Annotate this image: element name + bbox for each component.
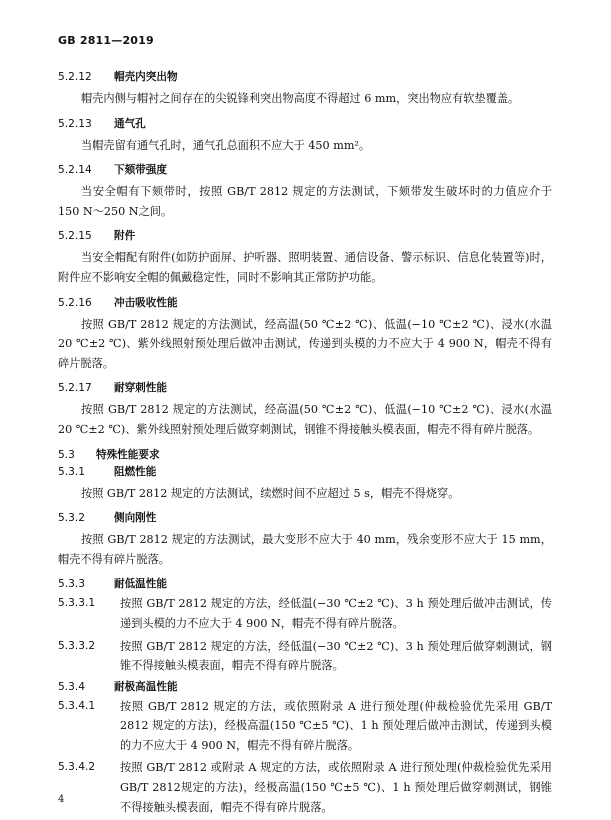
document-body bbox=[58, 69, 552, 820]
section-number: 5.3 bbox=[58, 448, 75, 461]
section-number: 5.2.12 bbox=[58, 71, 92, 83]
section-number: 5.2.13 bbox=[58, 117, 92, 130]
paragraph: 当安全帽配有附件(如防护面屏、护听器、照明装置、通信设备、警示标识、信息化装置等)时，附件应不影响安全帽的佩戴稳定性，同时不影响其正常防护功能。 bbox=[58, 251, 552, 284]
section-title: 帽壳内突出物 bbox=[114, 71, 178, 83]
section-number: 5.2.15 bbox=[58, 230, 92, 243]
section-title: 耐穿刺性能 bbox=[114, 382, 167, 395]
numbered-clause bbox=[58, 594, 552, 633]
section-heading bbox=[58, 162, 552, 179]
clause-text: 按照 GB/T 2812 规定的方法，或依照附录 A 进行预处理(仲裁检验优先采用 GB/T 2812 规定的方法)，经极高温(150 ℃±5 ℃)、1 h 预处理后做冲击测试，传递到头模的力不应大于 4 900 N，帽壳不得有碎片脱落。 bbox=[120, 699, 552, 752]
section-heading bbox=[58, 69, 552, 86]
paragraph: 按照 GB/T 2812 规定的方法测试，经高温(50 ℃±2 ℃)、低温(−10 ℃±2 ℃)、浸水(水温20 ℃±2 ℃)、紫外线照射预处理后做冲击测试，传递到头模的力不应大于 4 900 N，帽壳不得有碎片脱落。 bbox=[58, 317, 552, 370]
section-heading bbox=[58, 228, 552, 245]
section-title: 耐极高温性能 bbox=[114, 680, 178, 693]
section-title: 附件 bbox=[114, 230, 136, 243]
paragraph: 当安全帽有下颏带时，按照 GB/T 2812 规定的方法测试，下颏带发生破坏时的力值应介于 150 N～250 N之间。 bbox=[58, 185, 552, 218]
page-number: 4 bbox=[58, 794, 65, 805]
section-title: 冲击吸收性能 bbox=[114, 296, 178, 309]
section-title: 下颏带强度 bbox=[114, 164, 167, 177]
section-title: 耐低温性能 bbox=[114, 578, 167, 591]
paragraph: 帽壳内侧与帽衬之间存在的尖锐锋利突出物高度不得超过 6 mm，突出物应有软垫覆盖。 bbox=[81, 92, 520, 105]
numbered-clause bbox=[58, 697, 552, 756]
section-number: 5.3.2 bbox=[58, 512, 85, 525]
section-title: 侧向刚性 bbox=[114, 512, 157, 525]
clause-text: 按照 GB/T 2812 规定的方法，经低温(−30 ℃±2 ℃)、3 h 预处理后做冲击测试，传递到头模的力不应大于 4 900 N，帽壳不得有碎片脱落。 bbox=[120, 597, 552, 630]
numbered-clause bbox=[58, 637, 552, 676]
clause-number: 5.3.4.1 bbox=[58, 699, 96, 712]
paragraph: 当帽壳留有通气孔时，通气孔总面积不应大于 450 mm²。 bbox=[81, 138, 371, 152]
section-number: 5.3.3 bbox=[58, 578, 85, 591]
section-number: 5.2.14 bbox=[58, 164, 92, 177]
section-number: 5.2.16 bbox=[58, 296, 92, 309]
section-number: 5.3.4 bbox=[58, 680, 85, 693]
section-heading bbox=[58, 116, 552, 133]
clause-number: 5.3.3.2 bbox=[58, 639, 96, 652]
section-heading bbox=[58, 576, 552, 593]
paragraph: 按照 GB/T 2812 规定的方法测试，经高温(50 ℃±2 ℃)、低温(−10 ℃±2 ℃)、浸水(水温20 ℃±2 ℃)、紫外线照射预处理后做穿刺测试，钢锥不得接触头模表面，帽壳不得有碎片脱落。 bbox=[58, 403, 552, 436]
section-number: 5.2.17 bbox=[58, 382, 92, 395]
clause-number: 5.3.4.2 bbox=[58, 761, 96, 774]
section-heading bbox=[58, 679, 552, 696]
section-heading bbox=[58, 380, 552, 397]
section-title: 特殊性能要求 bbox=[96, 448, 160, 461]
section-heading bbox=[58, 510, 552, 527]
section-heading bbox=[58, 464, 552, 481]
section-heading bbox=[58, 447, 552, 464]
section-heading bbox=[58, 295, 552, 312]
section-number: 5.3.1 bbox=[58, 465, 85, 478]
standard-code: GB 2811—2019 bbox=[58, 34, 154, 47]
paragraph: 按照 GB/T 2812 规定的方法测试，最大变形不应大于 40 mm，残余变形不应大于 15 mm，帽壳不得有碎片脱落。 bbox=[58, 533, 552, 566]
clause-text: 按照 GB/T 2812 或附录 A 规定的方法，或依照附录 A 进行预处理(仲裁检验优先采用 GB/T 2812规定的方法)，经极高温(150 ℃±5 ℃)、1 h 预处理后做穿刺测试，钢锥不得接触头模表面，帽壳不得有碎片脱落。 bbox=[120, 761, 552, 814]
section-title: 阻燃性能 bbox=[114, 465, 157, 478]
paragraph: 按照 GB/T 2812 规定的方法测试，续燃时间不应超过 5 s，帽壳不得烧穿。 bbox=[81, 486, 460, 500]
section-title: 通气孔 bbox=[114, 117, 146, 130]
clause-text: 按照 GB/T 2812 规定的方法，经低温(−30 ℃±2 ℃)、3 h 预处理后做穿刺测试，钢锥不得接触头模表面，帽壳不得有碎片脱落。 bbox=[120, 639, 552, 673]
clause-number: 5.3.3.1 bbox=[58, 597, 96, 610]
numbered-clause bbox=[58, 758, 552, 817]
